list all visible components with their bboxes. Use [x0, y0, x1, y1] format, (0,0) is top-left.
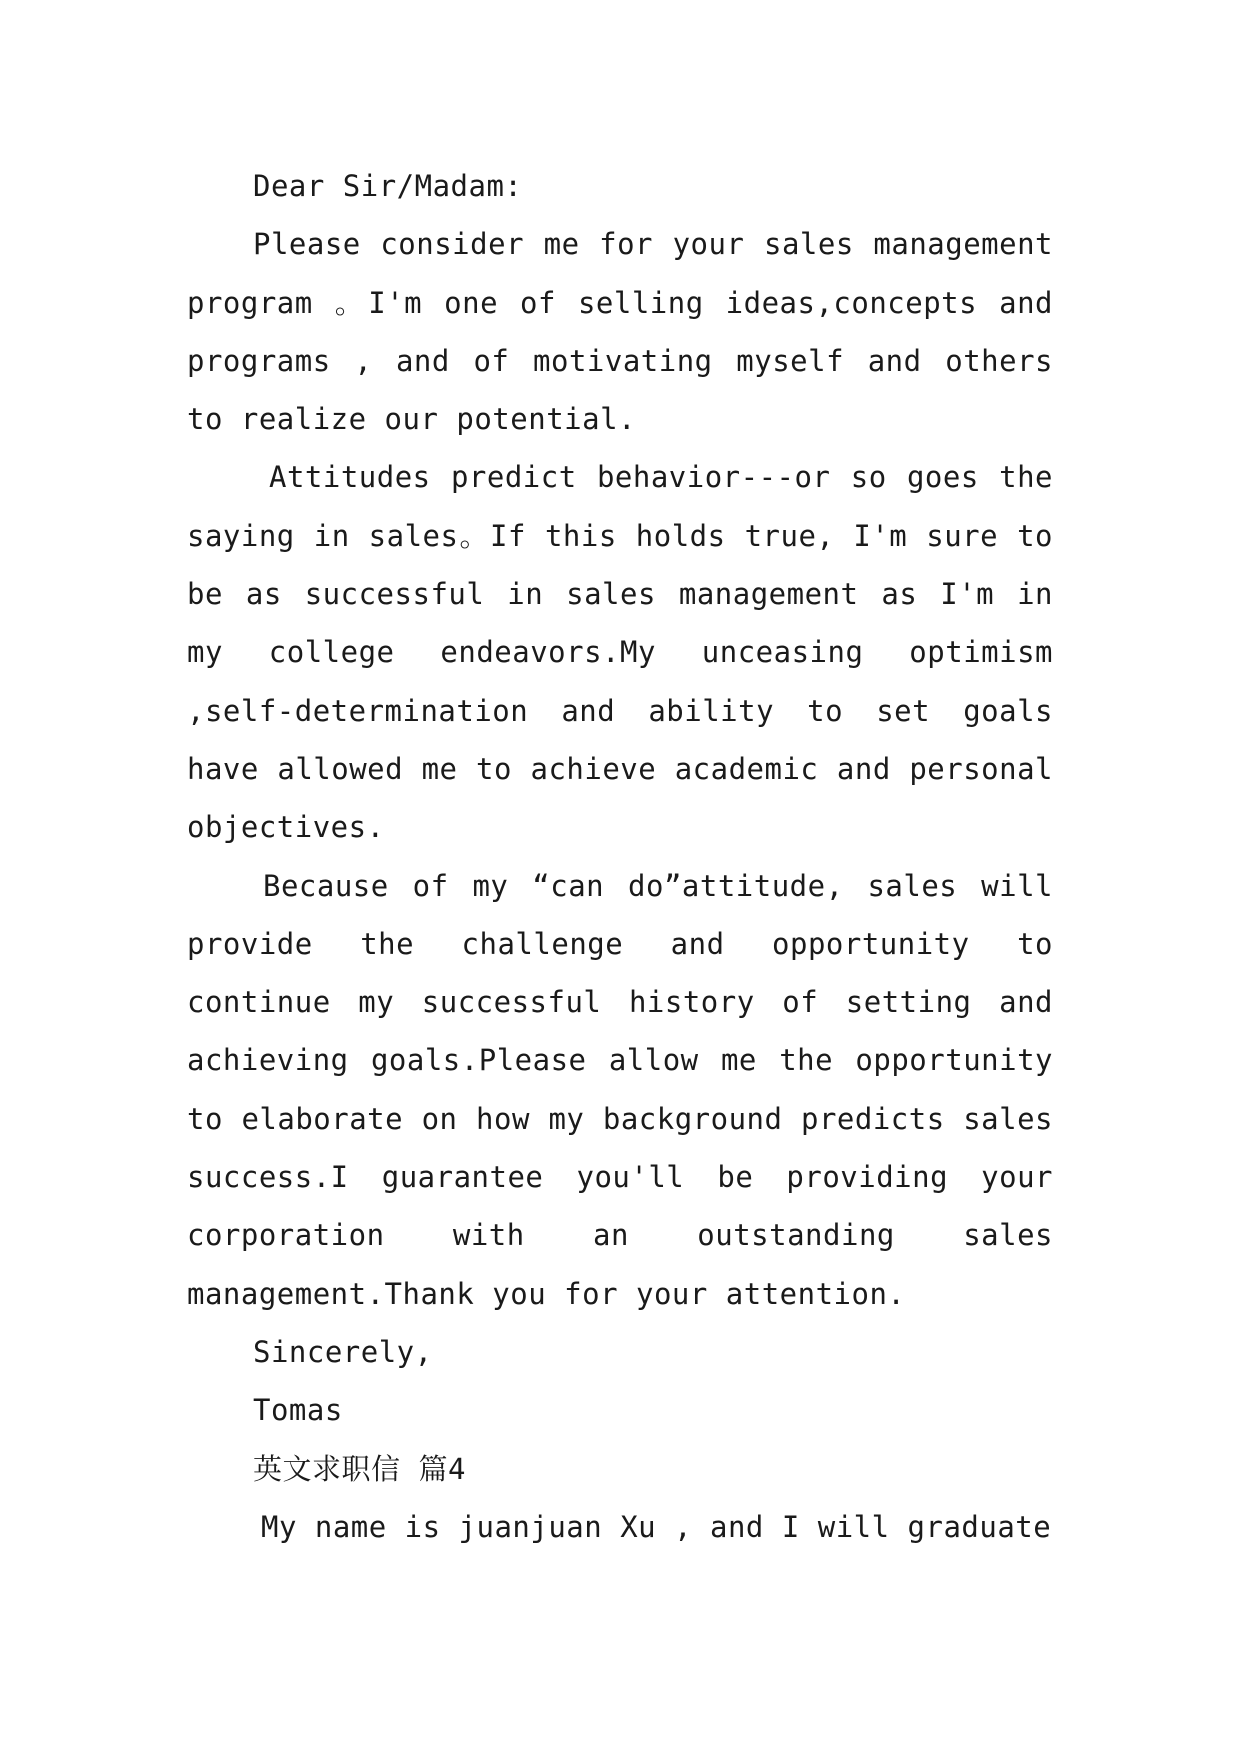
section-heading: 英文求职信 篇4 — [253, 1451, 466, 1486]
paragraph-1: Please consider me for your sales management program 。I'm one of selling ideas,concepts and programs , and of motivating myself and others to realize our potential. — [187, 227, 1053, 437]
next-section-opening: My name is juanjuan Xu , and I will graduate — [261, 1509, 1052, 1544]
salutation: Dear Sir/Madam: — [253, 169, 523, 203]
signature: Tomas — [253, 1393, 343, 1428]
closing: Sincerely, — [253, 1334, 433, 1369]
document-body — [187, 157, 1053, 1556]
paragraph-3: Because of my “can do”attitude, sales will provide the challenge and opportunity to continue my successful history of setting and achieving goals.Please allow me the opportunity to elaborate on how my background predicts sales success.I guarantee you'll be providing your corporation with an outstanding sales management.Thank you for your attention. — [187, 868, 1053, 1311]
paragraph-2: Attitudes predict behavior---or so goes the saying in sales。If this holds true, I'm sure to be as successful in sales management as I'm in my college endeavors.My unceasing optimism ,self-determination and ability to set goals have allowed me to achieve academic and personal objectives. — [187, 460, 1053, 845]
